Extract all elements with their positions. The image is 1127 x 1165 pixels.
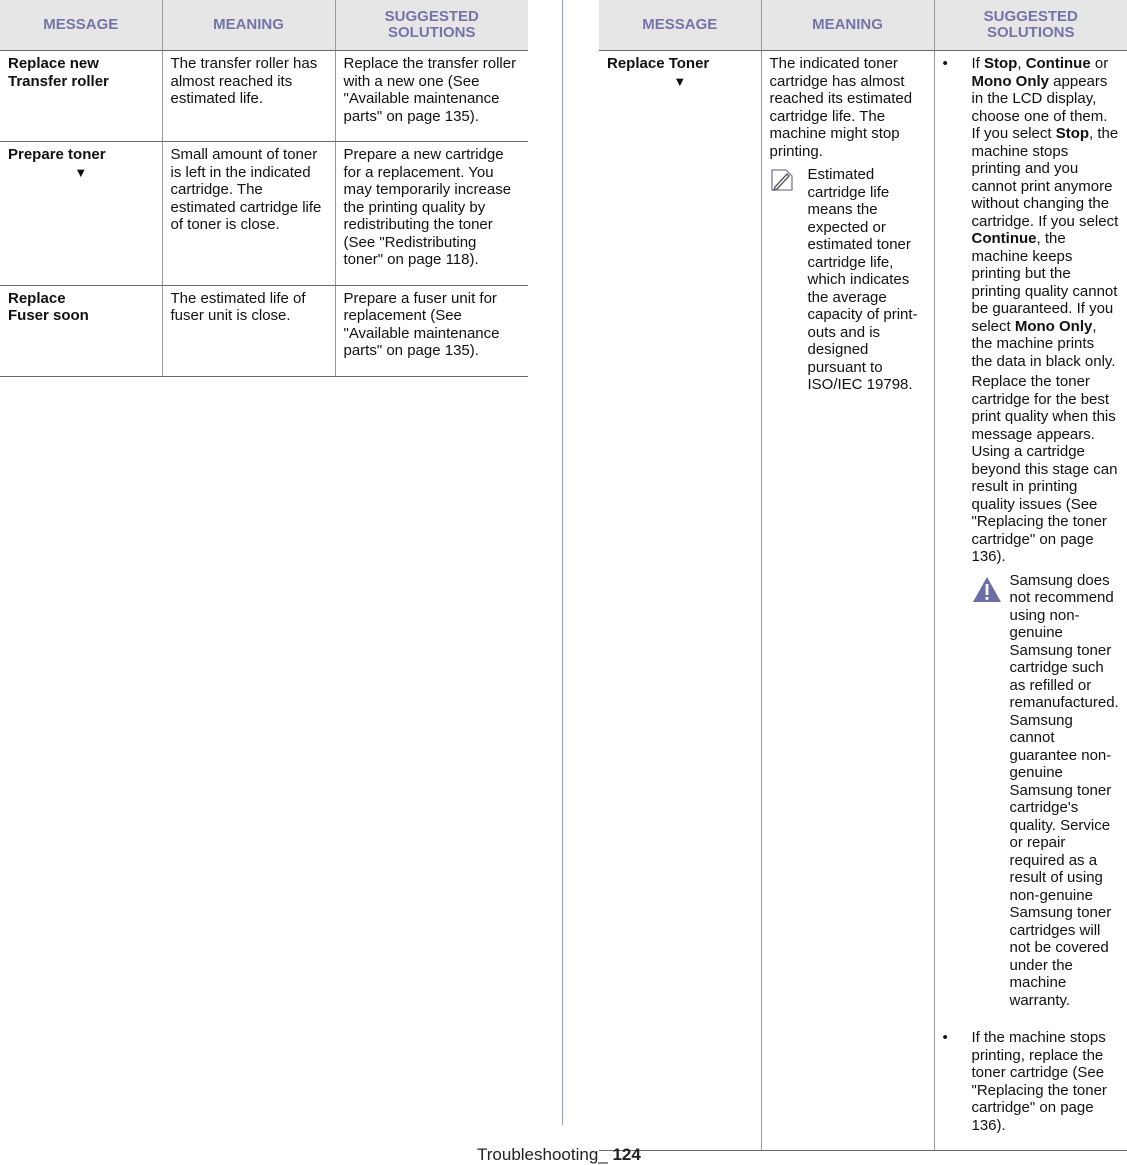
- header-solutions-line2: SOLUTIONS: [986, 24, 1075, 41]
- message-cell: [0, 51, 162, 142]
- message-text: Replace: [8, 289, 66, 307]
- solution-text: If the machine stops printing, replace the toner cartridge (See "Replacing the toner cartridge" on page 136).: [971, 1029, 1107, 1134]
- right-message-table: [599, 0, 1127, 1151]
- message-text-line2: Fuser soon: [8, 307, 89, 324]
- message-text: Replace Toner: [607, 55, 710, 72]
- column-divider: [562, 0, 563, 1125]
- warning-block: [972, 572, 1120, 1010]
- header-message: MESSAGE: [599, 0, 761, 51]
- message-text-line2: Transfer roller: [8, 72, 109, 90]
- message-text: Prepare toner: [8, 146, 106, 163]
- text-run: , the machine prints the data in black only.: [971, 317, 1116, 370]
- header-solutions: [335, 0, 528, 51]
- table-row: [0, 142, 528, 286]
- meaning-cell: The estimated life of fuser unit is close.: [162, 285, 335, 376]
- table-row: [0, 285, 528, 376]
- text-run: ,: [1017, 55, 1026, 72]
- table-row: [599, 51, 1127, 1151]
- option-mono-only: Mono Only: [1014, 317, 1093, 335]
- left-message-table: [0, 0, 528, 377]
- text-run: appears in the LCD display, choose one of them. If you select: [971, 72, 1108, 142]
- header-solutions-line1: SUGGESTED: [983, 8, 1078, 25]
- solution-text: [972, 55, 1120, 370]
- header-solutions-line2: SOLUTIONS: [387, 24, 476, 41]
- header-message: MESSAGE: [0, 0, 162, 51]
- warning-text: Samsung does not recommend using non-genuine Samsung toner cartridge such as refilled or remanufactured. Samsung cannot guarantee non-genuine Samsung toner cartridge's quality. Service or repair required as a result of using non-genuine Samsung toner cartridges will not be covered under the machine warranty.: [1009, 571, 1119, 1009]
- message-cell: [0, 285, 162, 376]
- footer-label: Troubleshooting_: [477, 1145, 613, 1164]
- header-meaning: MEANING: [761, 0, 934, 51]
- text-run: , the machine stops printing and you cannot print anymore without changing the cartridge. If you select: [971, 125, 1119, 230]
- message-text: Replace new: [8, 55, 99, 72]
- meaning-cell: The transfer roller has almost reached its estimated life.: [162, 51, 335, 142]
- note-block: [770, 166, 926, 394]
- option-mono-only: Mono Only: [971, 72, 1049, 90]
- table-row: [0, 51, 528, 142]
- solution-paragraph: Replace the toner cartridge for the best print quality when this message appears. Using a cartridge beyond this stage can result in printing quality issues (See "Replacing the toner cartridge" on page 136).: [971, 373, 1118, 565]
- solution-bullet: [943, 55, 1120, 1009]
- down-triangle-icon: ▼: [673, 73, 687, 89]
- header-solutions: [934, 0, 1127, 51]
- down-triangle-icon: ▼: [74, 164, 88, 180]
- text-run: , the machine keeps printing but the printing quality cannot be guaranteed. If you select: [971, 230, 1118, 335]
- note-text: Estimated cartridge life means the expected or estimated toner cartridge life, which indicates the average capacity of print-outs and is designed pursuant to ISO/IEC 19798.: [807, 166, 918, 393]
- text-run: If: [971, 55, 985, 72]
- text-run: or: [1090, 55, 1109, 72]
- bullet-mark: •: [942, 55, 948, 72]
- solution-bullet: [943, 1029, 1120, 1134]
- table-header-row: [0, 0, 528, 51]
- page-footer: [477, 1146, 641, 1164]
- solution-cell: Prepare a new cartridge for a replacement. You may temporarily increase the printing quality by redistributing the toner (See "Redistributing toner" on page 118).: [335, 142, 528, 286]
- solution-cell: Replace the transfer roller with a new one (See "Available maintenance parts" on page 135).: [335, 51, 528, 142]
- option-continue: Continue: [1025, 55, 1091, 72]
- header-meaning: MEANING: [162, 0, 335, 51]
- bullet-mark: •: [942, 1029, 948, 1046]
- meaning-cell: [761, 51, 934, 1151]
- table-header-row: [599, 0, 1127, 51]
- meaning-text: The indicated toner cartridge has almost reached its estimated cartridge life. The machine might stop printing.: [769, 55, 913, 160]
- solution-cell: Prepare a fuser unit for replacement (See "Available maintenance parts" on page 135).: [335, 285, 528, 376]
- page-number: 124: [612, 1145, 641, 1164]
- pencil-note-icon: [770, 166, 808, 394]
- meaning-cell: Small amount of toner is left in the indicated cartridge. The estimated cartridge life of toner is close.: [162, 142, 335, 286]
- message-cell: [599, 51, 761, 1151]
- option-stop: Stop: [1055, 125, 1090, 142]
- solution-cell: [934, 51, 1127, 1151]
- option-stop: Stop: [984, 55, 1018, 72]
- solution-bullet-body: [972, 55, 1120, 1009]
- option-continue: Continue: [971, 230, 1037, 247]
- header-solutions-line1: SUGGESTED: [384, 8, 479, 25]
- warning-triangle-icon: [972, 572, 1010, 1010]
- message-cell: [0, 142, 162, 286]
